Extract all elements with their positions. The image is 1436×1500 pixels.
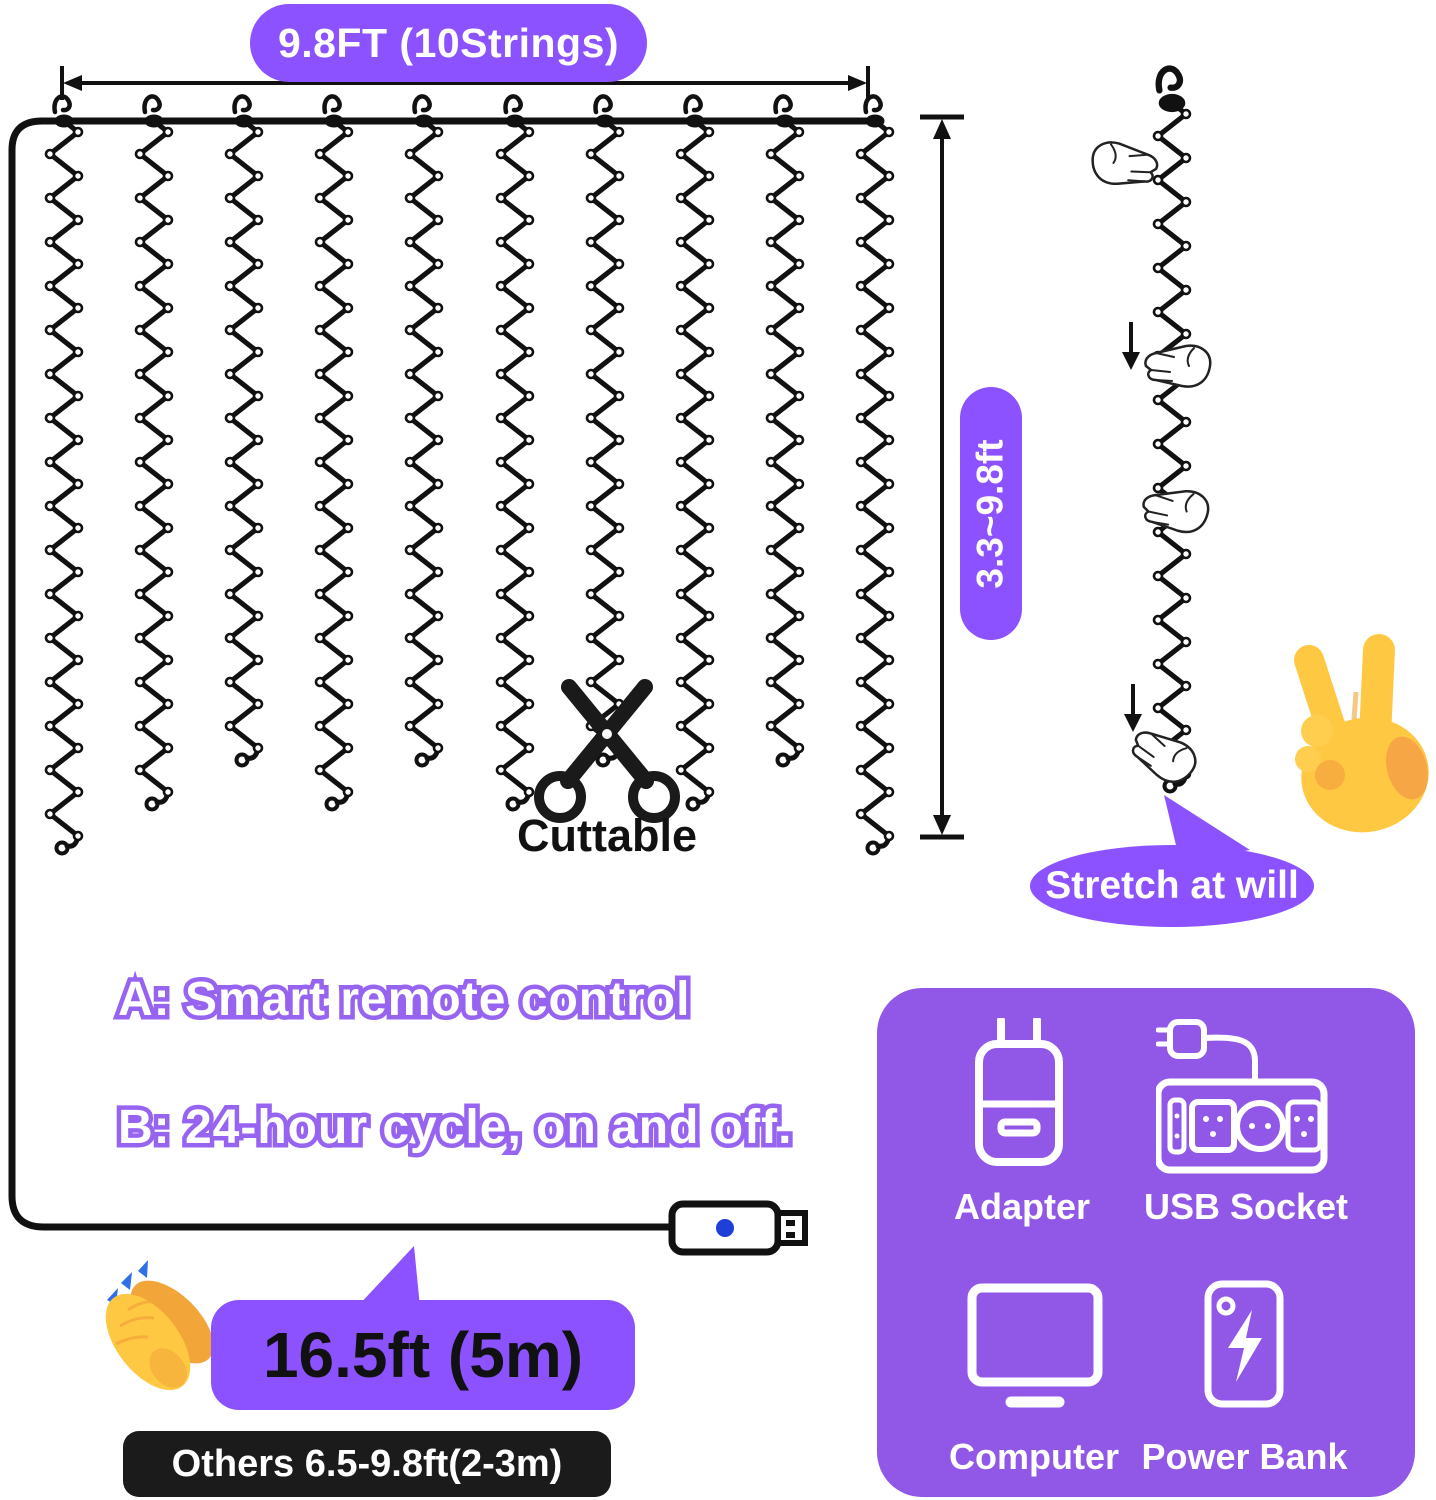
curtain-strings	[46, 96, 893, 853]
computer-icon	[967, 1283, 1103, 1416]
cable-length-label: 16.5ft (5m)	[262, 1319, 584, 1391]
power-bank-label: Power Bank	[1141, 1436, 1348, 1477]
stretch-bubble-label: Stretch at will	[1045, 864, 1299, 907]
adapter-icon	[971, 1018, 1067, 1173]
stretch-bubble	[1030, 845, 1314, 927]
width-badge	[250, 4, 647, 82]
others-length-label: Others 6.5-9.8ft(2-3m)	[171, 1442, 563, 1485]
scissors-icon	[539, 687, 675, 818]
height-badge-label: 3.3~9.8ft	[970, 438, 1011, 589]
height-badge	[960, 387, 1022, 640]
cable-bubble-tail	[357, 1246, 420, 1307]
cable-length-bubble	[211, 1300, 635, 1410]
usb-connector-illustration	[672, 1204, 805, 1252]
adapter-label: Adapter	[953, 1186, 1091, 1227]
height-dimension-arrow	[920, 117, 964, 837]
power-options-panel	[877, 988, 1415, 1497]
peace-hand-emoji	[1291, 650, 1436, 844]
usb-socket-label: USB Socket	[1143, 1186, 1349, 1227]
stretching-hands-illustration	[1090, 140, 1211, 790]
cuttable-label: Cuttable	[517, 810, 697, 861]
down-arrow-icons	[1122, 322, 1142, 732]
power-bank-icon	[1204, 1280, 1284, 1413]
usb-led-dot	[716, 1219, 734, 1237]
usb-socket-icon	[1156, 1014, 1328, 1179]
feature-line-b: B: 24-hour cycle, on and off.	[118, 1101, 793, 1154]
width-badge-label: 9.8FT (10Strings)	[277, 19, 620, 66]
stretch-string	[1154, 69, 1190, 792]
others-length-pill	[123, 1431, 611, 1497]
computer-label: Computer	[949, 1436, 1119, 1477]
feature-line-a: A: Smart remote control	[118, 973, 691, 1026]
clapping-hands-emoji	[89, 1260, 228, 1405]
